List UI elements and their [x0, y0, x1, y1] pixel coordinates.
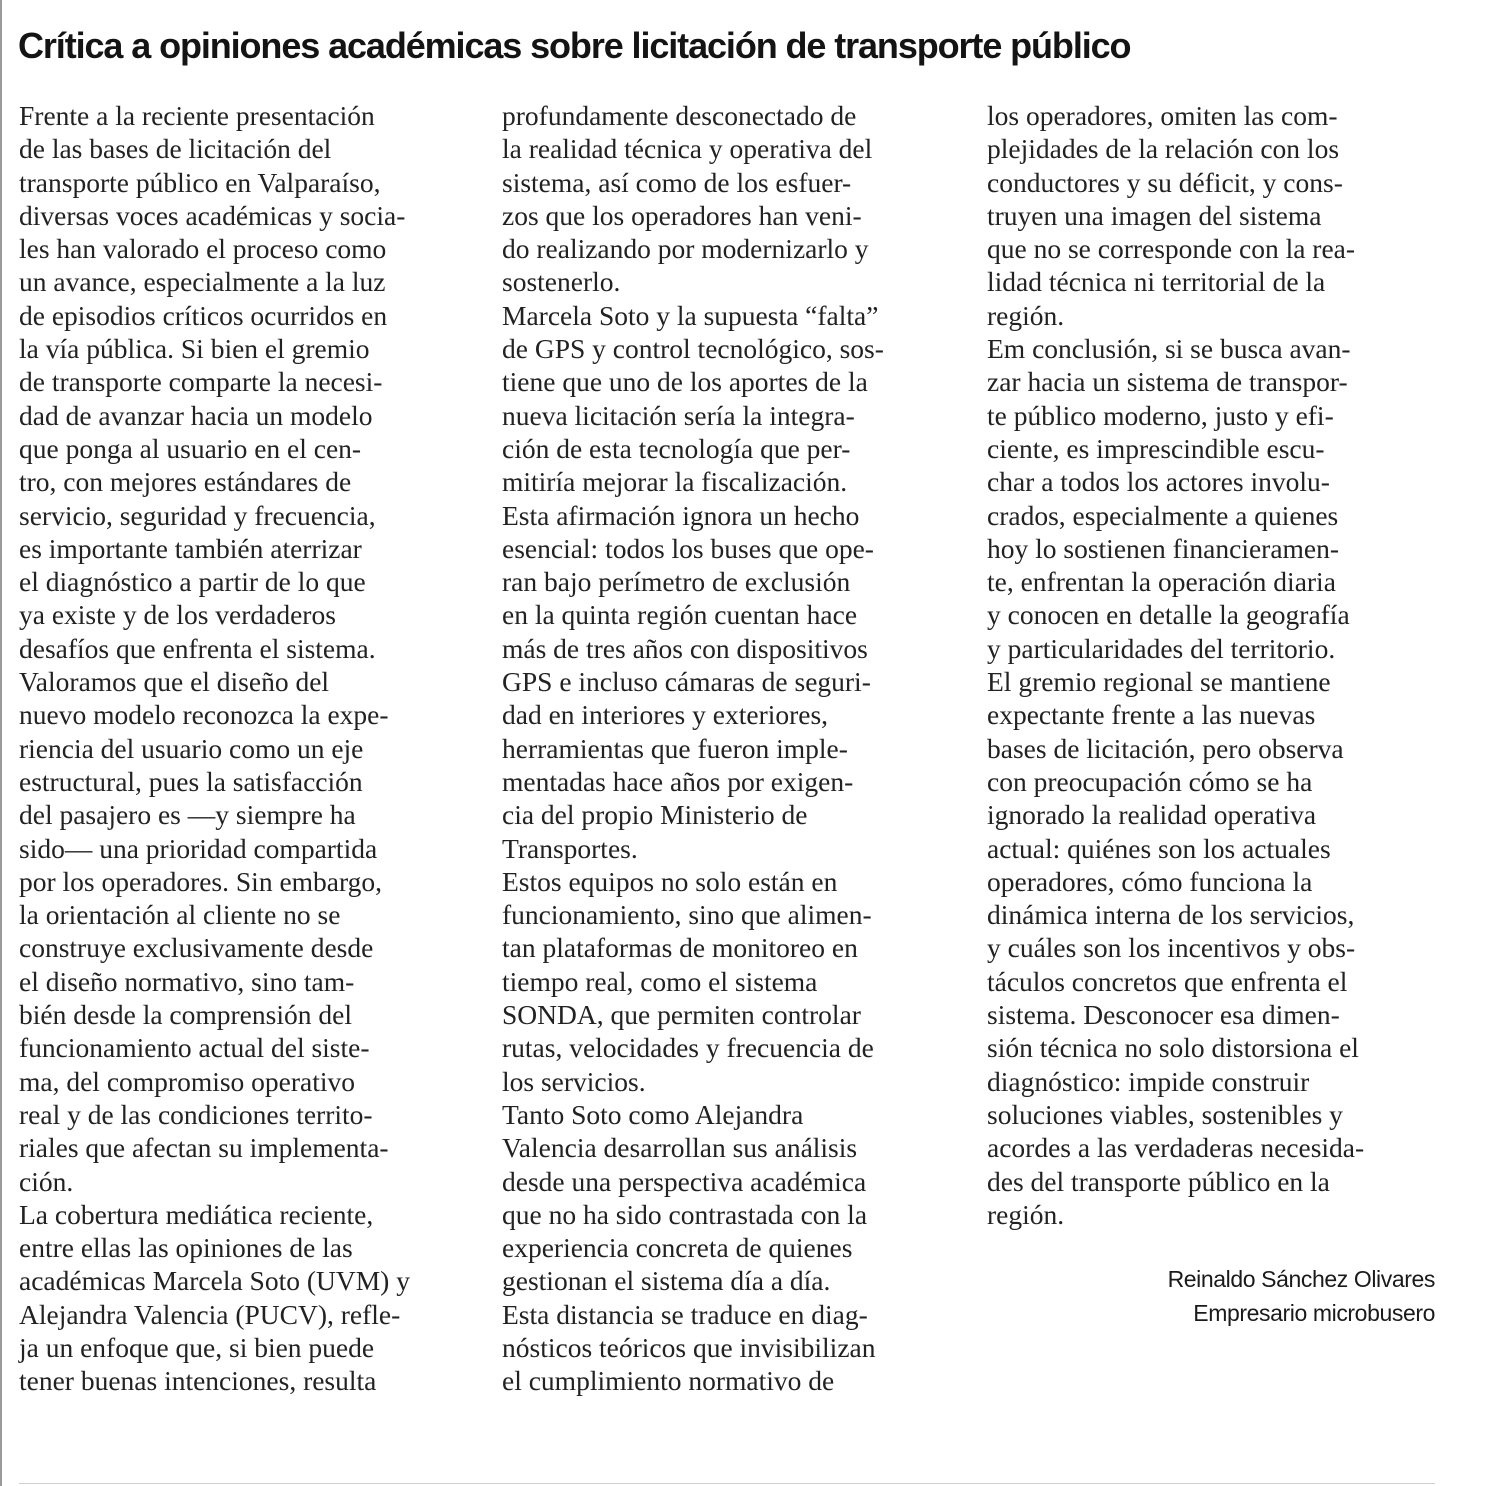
text-line: ran bajo perímetro de exclusión	[502, 566, 851, 598]
text-line: do realizando por modernizarlo y	[502, 233, 869, 265]
text-line: ja un enfoque que, si bien puede	[19, 1331, 375, 1363]
text-line: tro, con mejores estándares de	[19, 466, 352, 498]
bottom-divider	[19, 1483, 1435, 1484]
text-line: bases de licitación, pero observa	[987, 732, 1344, 764]
text-line: GPS e incluso cámaras de seguri-	[502, 666, 871, 698]
text-line: lidad técnica ni territorial de la	[987, 266, 1326, 298]
text-line: mentadas hace años por exigen-	[502, 765, 854, 797]
text-line: des del transporte público en la	[987, 1165, 1330, 1197]
article-column-1	[19, 99, 410, 1398]
text-line: funcionamiento actual del siste-	[19, 1032, 370, 1064]
text-line: Tanto Soto como Alejandra	[502, 1098, 804, 1130]
text-line: la realidad técnica y operativa del	[502, 133, 873, 165]
text-line: tiempo real, como el sistema	[502, 965, 818, 997]
text-line: El gremio regional se mantiene	[987, 666, 1331, 698]
article-column-2	[502, 99, 884, 1398]
text-line: nuevo modelo reconozca la expe-	[19, 699, 389, 731]
text-line: dad en interiores y exteriores,	[502, 699, 829, 731]
text-line: nueva licitación sería la integra-	[502, 399, 855, 431]
text-line: tiene que uno de los aportes de la	[502, 366, 868, 398]
text-line: el diseño normativo, sino tam-	[19, 965, 355, 997]
text-line: truyen una imagen del sistema	[987, 199, 1322, 231]
text-line: Esta distancia se traduce en diag-	[502, 1298, 868, 1330]
text-line: que no se corresponde con la rea-	[987, 233, 1356, 265]
text-line: que ponga al usuario en el cen-	[19, 432, 362, 464]
text-line: táculos concretos que enfrenta el	[987, 965, 1348, 997]
text-line: real y de las condiciones territo-	[19, 1098, 373, 1130]
text-line: más de tres años con dispositivos	[502, 632, 868, 664]
text-line: SONDA, que permiten controlar	[502, 999, 861, 1031]
text-line: con preocupación cómo se ha	[987, 765, 1313, 797]
text-line: desde una perspectiva académica	[502, 1165, 867, 1197]
text-line: nósticos teóricos que invisibilizan	[502, 1331, 876, 1363]
text-line: tener buenas intenciones, resulta	[19, 1365, 377, 1397]
text-line: operadores, cómo funciona la	[987, 865, 1313, 897]
text-line: sión técnica no solo distorsiona el	[987, 1032, 1359, 1064]
text-line: la orientación al cliente no se	[19, 899, 341, 931]
text-line: Alejandra Valencia (PUCV), refle-	[19, 1298, 401, 1330]
text-line: Frente a la reciente presentación	[19, 100, 375, 131]
text-line: Valoramos que el diseño del	[19, 666, 330, 698]
text-line: ignorado la realidad operativa	[987, 799, 1317, 831]
text-line: bién desde la comprensión del	[19, 999, 352, 1031]
text-line: mitiría mejorar la fiscalización.	[502, 466, 848, 498]
text-line: Em conclusión, si se busca avan-	[987, 333, 1351, 365]
text-line: diagnóstico: impide construir	[987, 1065, 1310, 1097]
text-line: zar hacia un sistema de transpor-	[987, 366, 1348, 398]
text-line: desafíos que enfrenta el sistema.	[19, 632, 376, 664]
text-line: sostenerlo.	[502, 266, 621, 298]
text-line: ya existe y de los verdaderos	[19, 599, 336, 631]
text-line: Transportes.	[502, 832, 638, 864]
text-line: hoy lo sostienen financieramen-	[987, 532, 1340, 564]
text-line: zos que los operadores han veni-	[502, 199, 862, 231]
text-line: en la quinta región cuentan hace	[502, 599, 858, 631]
text-line: funcionamiento, sino que alimen-	[502, 899, 872, 931]
text-line: profundamente desconectado de	[502, 100, 857, 131]
text-line: experiencia concreta de quienes	[502, 1232, 853, 1264]
text-line: entre ellas las opiniones de las	[19, 1232, 353, 1264]
text-line: ciente, es imprescindible escu-	[987, 432, 1325, 464]
text-line: Estos equipos no solo están en	[502, 865, 838, 897]
text-line: estructural, pues la satisfacción	[19, 765, 363, 797]
text-line: construye exclusivamente desde	[19, 932, 374, 964]
text-line: cia del propio Ministerio de	[502, 799, 808, 831]
text-line: conductores y su déficit, y cons-	[987, 166, 1343, 198]
article-column-3	[987, 99, 1364, 1231]
text-line: acordes a las verdaderas necesida-	[987, 1132, 1365, 1164]
text-line: esencial: todos los buses que ope-	[502, 532, 874, 564]
text-line: región.	[987, 1198, 1065, 1230]
text-line: un avance, especialmente a la luz	[19, 266, 386, 298]
text-line: te público moderno, justo y efi-	[987, 399, 1334, 431]
text-line: y particularidades del territorio.	[987, 632, 1336, 664]
text-line: los servicios.	[502, 1065, 646, 1097]
text-line: el cumplimiento normativo de	[502, 1365, 835, 1397]
text-line: te, enfrentan la operación diaria	[987, 566, 1336, 598]
text-line: soluciones viables, sostenibles y	[987, 1098, 1343, 1130]
text-line: tan plataformas de monitoreo en	[502, 932, 858, 964]
text-line: los operadores, omiten las com-	[987, 100, 1338, 131]
text-line: es importante también aterrizar	[19, 532, 362, 564]
text-line: ción de esta tecnología que per-	[502, 432, 851, 464]
text-line: y conocen en detalle la geografía	[987, 599, 1350, 631]
text-line: gestionan el sistema día a día.	[502, 1265, 831, 1297]
text-line: dad de avanzar hacia un modelo	[19, 399, 373, 431]
text-line: riencia del usuario como un eje	[19, 732, 364, 764]
author-role: Empresario microbusero	[1193, 1300, 1435, 1326]
text-line: de GPS y control tecnológico, sos-	[502, 333, 884, 365]
text-line: ción.	[19, 1165, 74, 1197]
text-line: sistema, así como de los esfuer-	[502, 166, 852, 198]
text-line: les han valorado el proceso como	[19, 233, 387, 265]
text-line: y cuáles son los incentivos y obs-	[987, 932, 1356, 964]
text-line: de transporte comparte la necesi-	[19, 366, 383, 398]
text-line: Valencia desarrollan sus análisis	[502, 1132, 858, 1164]
text-line: ma, del compromiso operativo	[19, 1065, 356, 1097]
text-line: diversas voces académicas y socia-	[19, 199, 406, 231]
text-line: el diagnóstico a partir de lo que	[19, 566, 366, 598]
text-line: herramientas que fueron imple-	[502, 732, 848, 764]
text-line: actual: quiénes son los actuales	[987, 832, 1331, 864]
text-line: por los operadores. Sin embargo,	[19, 865, 383, 897]
text-line: del pasajero es —y siempre ha	[19, 799, 356, 831]
text-line: transporte público en Valparaíso,	[19, 166, 381, 198]
text-line: riales que afectan su implementa-	[19, 1132, 389, 1164]
text-line: char a todos los actores involu-	[987, 466, 1330, 498]
text-line: de episodios críticos ocurridos en	[19, 299, 388, 331]
text-line: crados, especialmente a quienes	[987, 499, 1339, 531]
text-line: la vía pública. Si bien el gremio	[19, 333, 370, 365]
text-line: de las bases de licitación del	[19, 133, 332, 165]
text-line: La cobertura mediática reciente,	[19, 1198, 374, 1230]
text-line: que no ha sido contrastada con la	[502, 1198, 868, 1230]
text-line: sistema. Desconocer esa dimen-	[987, 999, 1340, 1031]
text-line: servicio, seguridad y frecuencia,	[19, 499, 376, 531]
text-line: plejidades de la relación con los	[987, 133, 1340, 165]
text-line: Esta afirmación ignora un hecho	[502, 499, 860, 531]
text-line: sido— una prioridad compartida	[19, 832, 378, 864]
text-line: expectante frente a las nuevas	[987, 699, 1316, 731]
author-name: Reinaldo Sánchez Olivares	[1167, 1266, 1435, 1292]
text-line: académicas Marcela Soto (UVM) y	[19, 1265, 410, 1297]
text-line: Marcela Soto y la supuesta “falta”	[502, 299, 879, 331]
text-line: región.	[987, 299, 1065, 331]
article-title: Crítica a opiniones académicas sobre licitación de transporte público	[18, 25, 1131, 66]
text-line: rutas, velocidades y frecuencia de	[502, 1032, 874, 1064]
text-line: dinámica interna de los servicios,	[987, 899, 1355, 931]
